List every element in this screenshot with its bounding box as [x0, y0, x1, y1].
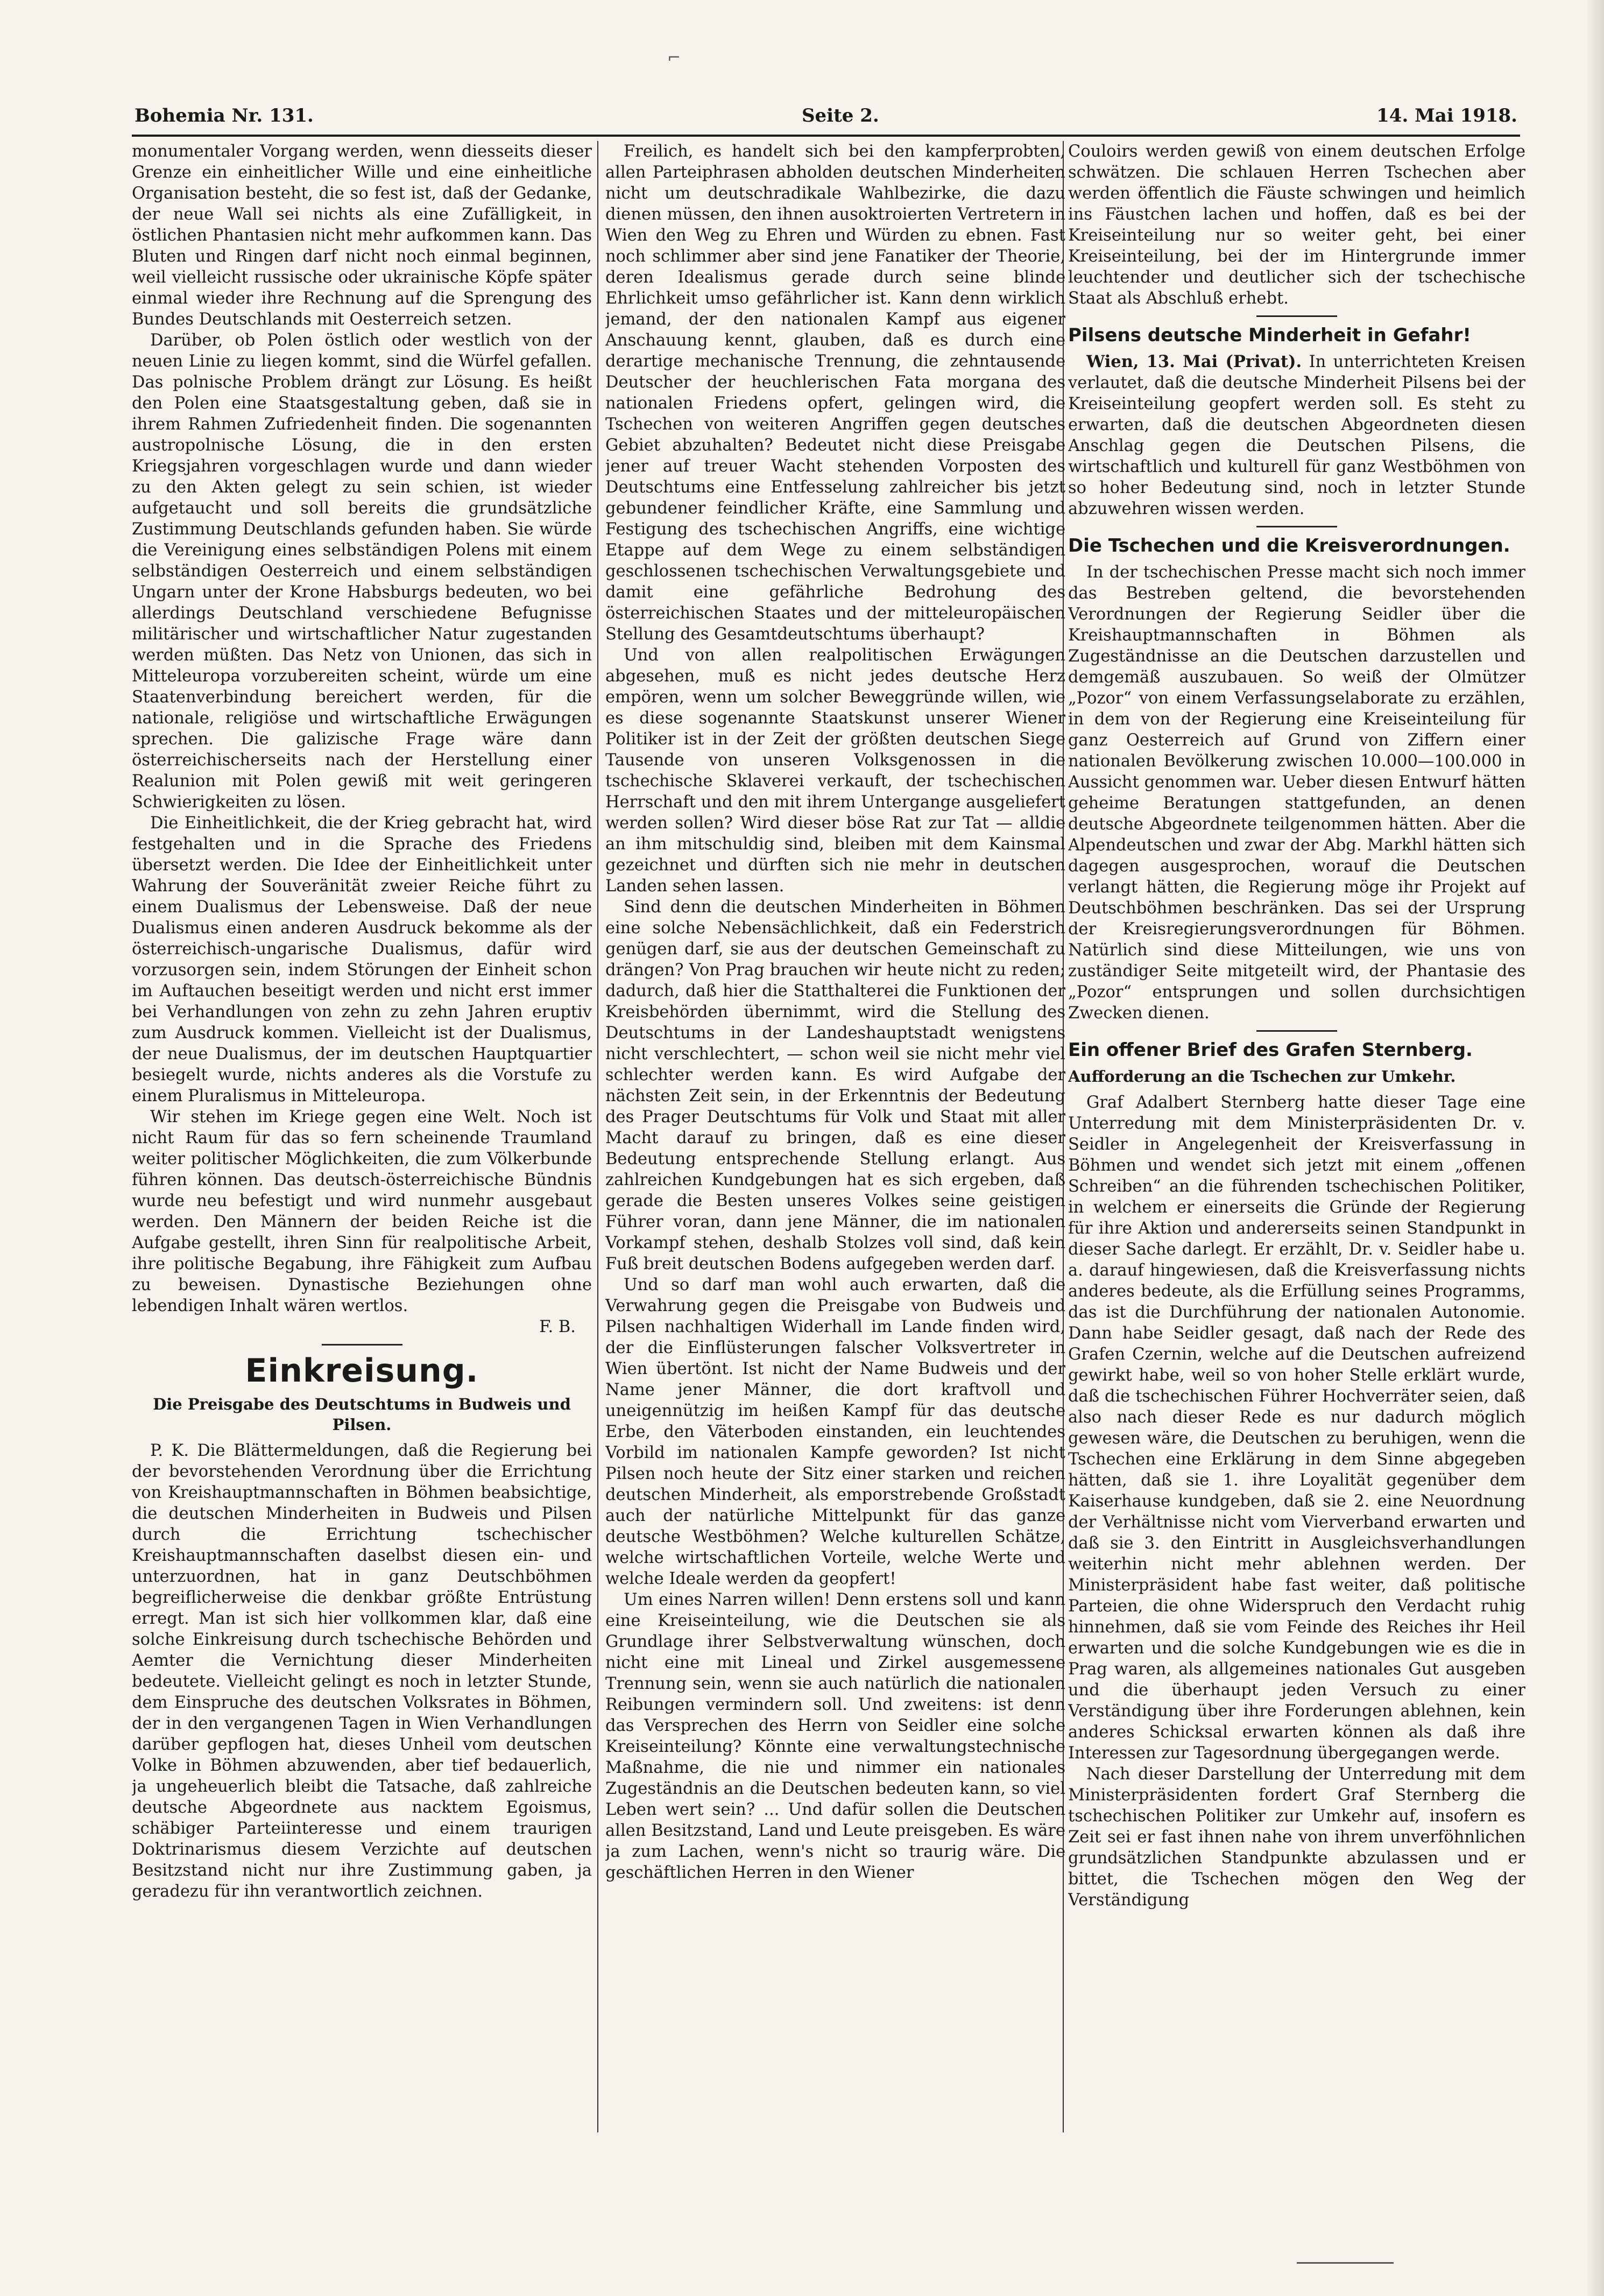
header-page-number: Seite 2. [802, 105, 879, 126]
col2-paragraph-1: Freilich, es handelt sich bei den kampferprobten, allen Parteiphrasen abholden deutschen Minderheiten nicht um deutschradikale Wahlbezirke, die dazu dienen müssen, den ihnen ausoktroierten Vertretern in Wien den Weg zu Ehren und Würden zu ebnen. Fast noch schlimmer aber sind jene Fanatiker der Theorie, deren Idealismus gerade durch seine blinde Ehrlichkeit umso gefährlicher ist. Kann denn wirklich jemand, der den nationalen Kampf aus eigener Anschauung kennt, glauben, daß es durch eine derartige mechanische Trennung, die zehntausende Deutscher der heuchlerischen Fata morgana des nationalen Friedens opfert, gelingen wird, die Tschechen von weiteren Angriffen gegen deutsches Gebiet abzuhalten? Bedeutet nicht diese Preisgabe jener auf treuer Wacht stehenden Vorposten des Deutschtums eine Entfesselung zahlreicher bis jetzt gebundener feindlicher Kräfte, eine Sammlung und Festigung des tschechischen Angriffs, eine wichtige Etappe auf dem Wege zu einem selbständigen geschlossenen tschechischen Verwaltungsgebiete und damit eine gefährliche Bedrohung des österreichischen Staates und der mitteleuropäischen Stellung des Gesamtdeutschtums überhaupt? [605, 142, 1065, 644]
divider [1256, 526, 1337, 527]
dateline-wien: Wien, 13. Mai (Privat). [1086, 352, 1302, 371]
header-paper-issue: Bohemia Nr. 131. [135, 105, 314, 126]
subhead-preisgabe: Die Preisgabe des Deutschtums in Budweis und Pilsen. [153, 1395, 571, 1434]
col3-paragraph-4: Graf Adalbert Sternberg hatte dieser Tage eine Unterredung mit dem Ministerpräsidenten Dr. v. Seidler in Angelegenheit der Kreisverfassung in Böhmen und wendet sich jetzt mit einem „offenen Schreiben“ an die führenden tschechischen Politiker, in welchem er einerseits die Gründe der Regierung für ihre Aktion und andererseits seinen Standpunkt in dieser Sache darlegt. Er erzählt, Dr. v. Seidler habe u. a. darauf hingewiesen, daß die Kreisverfassung nichts anderes bedeute, als die Erfüllung seines Programms, das ist die Durchführung der nationalen Autonomie. Dann habe Seidler gesagt, daß nach der Rede des Grafen Czernin, welche auf die Deutschen aufreizend gewirkt habe, weil so von hoher Stelle erklärt wurde, daß die tschechischen Führer Hochverräter seien, daß also nach dieser Rede es nur dadurch möglich gewesen wäre, die Deutschen zu beruhigen, wenn die Tschechen eine Erklärung in dem Sinne abgegeben hätten, daß sie 1. ihre Loyalität gegenüber dem Kaiserhause kundgeben, daß sie 2. eine Neuordnung der Verhältnisse nicht vom Vierverband erwarten und daß sie 3. den Eintritt in Ausgleichsverhandlungen weiterhin nicht mehr ablehnen werden. Der Ministerpräsident habe fast weiter, daß politische Parteien, die ohne Widerspruch den Verdacht ruhig hinnehmen, daß sie vom Feinde des Reiches ihr Heil erwarten und die solche Kundgebungen wie es die in Prag waren, als allgemeines nationales Gut ausgeben und die überhaupt jeden Versuch zu einer Verständigung über ihre Forderungen ablehnen, kein anderes Schicksal erwarten können als daß ihre Interessen zur Tagesordnung übergegangen werde. [1068, 1093, 1525, 1763]
column-1 [132, 141, 592, 2149]
subhead-umkehr: Aufforderung an die Tschechen zur Umkehr. [1068, 1067, 1456, 1086]
col1-paragraph-2: Darüber, ob Polen östlich oder westlich von der neuen Linie zu liegen kommt, sind die Würfel gefallen. Das polnische Problem drängt zur Lösung. Es heißt den Polen eine Staatsgestaltung geben, daß sie in ihrem Rahmen Zufriedenheit finden. Die sogenannten austropolnische Lösung, die in den ersten Kriegsjahren vorgeschlagen wurde und dann wieder zu den Akten gelegt zu sein schien, ist wieder aufgetaucht und soll bereits die grundsätzliche Zustimmung Deutschlands gefunden haben. Sie würde die Vereinigung eines selbständigen Polens mit einem selbständigen Oesterreich und einem selbständigen Ungarn unter der Krone Habsburgs bedeuten, wo bei allerdings Deutschland verschiedene Befugnisse militärischer und wirtschaftlicher Natur zugestanden werden müßten. Das Netz von Unionen, das sich in Mitteleuropa vorzubereiten scheint, würde um eine Staatenverbindung bereichert werden, für die nationale, religiöse und wirtschaftliche Erwägungen sprechen. Die galizische Frage wäre dann österreichischerseits nach der Herstellung einer Realunion mit Polen gewiß mit weit geringeren Schwierigkeiten zu lösen. [132, 331, 592, 812]
column-3 [1068, 141, 1525, 2149]
col2-paragraph-5: Um eines Narren willen! Denn erstens soll und kann eine Kreiseinteilung, wie die Deutschen sie als Grundlage ihrer Selbstverwaltung wünschen, doch nicht eine mit Lineal und Zirkel ausgemessene Trennung sein, wenn sie auch natürlich die nationalen Reibungen vermindern soll. Und zweitens: ist denn das Versprechen des Herrn von Seidler eine solche Kreiseinteilung? Könnte eine verwaltungstechnische Maßnahme, die nie und nimmer ein nationales Zugeständnis an die Deutschen bedeuten kann, so viel Leben wert sein? ... Und dafür sollen die Deutschen allen Besitzstand, Land und Leute preisgeben. Es wäre ja zum Lachen, wenn's nicht so traurig wäre. Die geschäftlichen Herren in den Wiener [605, 1590, 1065, 1882]
col3-paragraph-1: Couloirs werden gewiß von einem deutschen Erfolge schwätzen. Die schlauen Herren Tschechen aber werden öffentlich die Fäuste schwingen und heimlich ins Fäustchen lachen und hoffen, daß es bei der Kreiseinteilung nur so weiter geht, bei einer Kreiseinteilung, bei der im Hintergrunde immer leuchtender und deutlicher sich der tschechische Staat als Abschluß erhebt. [1068, 142, 1525, 308]
headline-einkreisung: Einkreisung. [245, 1352, 479, 1390]
col1-paragraph-4: Wir stehen im Kriege gegen eine Welt. Noch ist nicht Raum für das so fern scheinende Traumland weiter politischer Möglichkeiten, die zum Völkerbunde führen können. Das deutsch-österreichische Bündnis wurde neu befestigt und wird nunmehr ausgebaut werden. Den Männern der beiden Reiche ist die Aufgabe gestellt, ihren Sinn für realpolitische Arbeit, ihre politische Begabung, ihre Fähigkeit zum Aufbau zu beweisen. Dynastische Beziehungen ohne lebendigen Inhalt wären wertlos. [132, 1108, 592, 1315]
headline-sternberg: Ein offener Brief des Grafen Sternberg. [1068, 1039, 1473, 1061]
divider [322, 1344, 402, 1346]
header-rule [132, 135, 1520, 137]
headline-kreisverordnungen: Die Tschechen und die Kreisverordnungen. [1068, 535, 1510, 557]
divider [1256, 1030, 1337, 1032]
col1-paragraph-1: monumentaler Vorgang werden, wenn diesseits dieser Grenze ein einheitlicher Wille und eine einheitliche Organisation besteht, die so fest ist, daß der Gedanke, der neue Wall sei nichts als eine Zufälligkeit, in östlichen Phantasien nicht mehr aufkommen kann. Das Bluten und Ringen darf nicht noch einmal beginnen, weil vielleicht russische oder ukrainische Köpfe später einmal wieder ihre Rechnung auf die Sprengung des Bundes Deutschlands mit Oesterreich setzen. [132, 142, 592, 329]
col3-paragraph-2: In unterrichteten Kreisen verlautet, daß die deutsche Minderheit Pilsens bei der Kreiseinteilung geopfert werden soll. Es steht zu erwarten, daß die deutschen Abgeordneten diesen Anschlag gegen die Deutschen Pilsens, die wirtschaftlich und kulturell für ganz Westböhmen von so hoher Bedeutung sind, noch in letzter Stunde abzuwehren wissen werden. [1068, 353, 1525, 518]
headline-pilsen: Pilsens deutsche Minderheit in Gefahr! [1068, 325, 1471, 346]
column-rule-1 [597, 141, 598, 2132]
header-date: 14. Mai 1918. [1376, 105, 1517, 126]
page-header [135, 105, 1517, 137]
col1-paragraph-5: P. K. Die Blättermeldungen, daß die Regierung bei der bevorstehenden Verordnung über die Errichtung von Kreishauptmannschaften in Böhmen beabsichtige, die deutschen Minderheiten in Budweis und Pilsen durch die Errichtung tschechischer Kreishauptmannschaften daselbst diesen ein- und unterzuordnen, hat in ganz Deutschböhmen begreiflicherweise die denkbar größte Entrüstung erregt. Man ist sich hier vollkommen klar, daß eine solche Einkreisung durch tschechische Behörden und Aemter die Vernichtung dieser Minderheiten bedeutete. Vielleicht gelingt es noch in letzter Stunde, dem Einspruche des deutschen Volksrates in Böhmen, der in den vergangenen Tagen in Wien Verhandlungen darüber gepflogen hat, dieses Unheil vom deutschen Volke in Böhmen abzuwenden, aber tief bedauerlich, ja ungeheuerlich bleibt die Tatsache, daß zahlreiche deutsche Abgeordnete aus nacktem Egoismus, schäbiger Parteiinteresse und einem traurigen Doktrinarismus diesem Verzichte auf deutschen Besitzstand nicht nur ihre Zustimmung gaben, ja geradezu für ihn verantwortlich zeichnen. [132, 1441, 592, 1901]
divider [1256, 315, 1337, 317]
page-edge [1588, 0, 1604, 2296]
col2-paragraph-3: Sind denn die deutschen Minderheiten in Böhmen eine solche Nebensächlichkeit, daß ein Federstrich genügen darf, sie aus der deutschen Gemeinschaft zu drängen? Von Prag brauchen wir heute nicht zu reden; dadurch, daß hier die Statthalterei die Funktionen der Kreisbehörden übernimmt, wird die Stellung des Deutschtums in der Landeshauptstadt wenigstens nicht verschlechtert, — schon weil sie nicht mehr viel schlechter werden kann. Es wird Aufgabe der nächsten Zeit sein, in der Erkenntnis der Bedeutung des Prager Deutschtums für Volk und Staat mit aller Macht darauf zu bringen, daß es eine dieser Bedeutung entsprechende Stellung erlangt. Aus zahlreichen Kundgebungen hat es sich ergeben, daß gerade die Besten unseres Volkes seine geistigen Führer voran, dann jene Männer, die im nationalen Vorkampf stehen, deshalb Stolzes voll sind, daß kein Fuß breit deutschen Bodens aufgegeben werden darf. [605, 898, 1065, 1273]
top-mark: ⌐ [667, 48, 681, 67]
footer-mark [1297, 2262, 1394, 2264]
col1-signature: F. B. [539, 1318, 576, 1336]
col2-paragraph-4: Und so darf man wohl auch erwarten, daß die Verwahrung gegen die Preisgabe von Budweis und Pilsen nachhaltigen Widerhall im Lande finden wird, der die Einflüsterungen falscher Volksvertreter in Wien übertönt. Ist nicht der Name Budweis und der Name jener Männer, die dort kraftvoll und uneigennützig im heißen Kampf für das deutsche Erbe, den Väterboden einstanden, ein leuchtendes Vorbild im nationalen Kampfe geworden? Ist nicht Pilsen noch heute der Sitz einer starken und reichen deutschen Minderheit, als emporstrebende Großstadt auch der natürliche Mittelpunkt für das ganze deutsche Westböhmen? Welche kulturellen Schätze, welche wirtschaftlichen Vorteile, welche Werte und welche Ideale werden da geopfert! [605, 1276, 1065, 1588]
column-2 [605, 141, 1065, 2149]
col3-paragraph-3: In der tschechischen Presse macht sich noch immer das Bestreben geltend, die bevorstehenden Verordnungen der Regierung Seidler über die Kreishauptmannschaften in Böhmen als Zugeständnisse an die Deutschen darzustellen und demgemäß auszubauen. So weiß der Olmützer „Pozor“ von einem Verfassungselaborate zu erzählen, in dem von der Regierung eine Kreiseinteilung für ganz Oesterreich auf Grund von Ziffern einer nationalen Bevölkerung zwischen 10.000—100.000 in Aussicht genommen war. Ueber diesen Entwurf hätten geheime Beratungen stattgefunden, an denen deutsche Abgeordnete teilgenommen hätten. Aber die Alpendeutschen und zwar der Abg. Markhl hätten sich dagegen ausgesprochen, worauf die Deutschen verlangt hätten, die Regierung möge ihr Projekt auf Deutschböhmen beschränken. Das sei der Ursprung der Kreisregierungsverordnungen für Böhmen. Natürlich sind diese Mitteilungen, wie uns von zuständiger Seite mitgeteilt wird, der Phantasie des „Pozor“ entsprungen und sollen durchsichtigen Zwecken dienen. [1068, 563, 1525, 1023]
col1-paragraph-3: Die Einheitlichkeit, die der Krieg gebracht hat, wird festgehalten und in die Sprache des Friedens übersetzt werden. Die Idee der Einheitlichkeit unter Wahrung der Souveränität zweier Reiche führt zu einem Dualismus der Lebensweise. Daß der neue Dualismus einen anderen Ausdruck bekomme als der österreichisch-ungarische Dualismus, dafür wird vorzusorgen sein, indem Störungen der Einheit schon im Auftauchen beseitigt werden und nicht erst immer bei Verhandlungen von zehn zu zehn Jahren eruptiv zum Ausdruck kommen. Vielleicht ist der Dualismus, der neue Dualismus, der im deutschen Hauptquartier besiegelt wurde, nichts anderes als die Vorstufe zu einem Pluralismus in Mitteleuropa. [132, 814, 592, 1105]
col3-paragraph-5: Nach dieser Darstellung der Unterredung mit dem Ministerpräsidenten fordert Graf Sternberg die tschechischen Politiker zur Umkehr auf, insofern es Zeit sei er fast ihnen nahe von ihrem unverföhnlichen grundsätzlichen Standpunkte abzulassen und er bittet, die Tschechen mögen den Weg der Verständigung [1068, 1765, 1525, 1910]
col2-paragraph-2: Und von allen realpolitischen Erwägungen abgesehen, muß es nicht jedes deutsche Herz empören, wenn um solcher Beweggründe willen, wie es diese sogenannte Staatskunst unserer Wiener Politiker ist in der Zeit der größten deutschen Siege Tausende von unseren Volksgenossen in die tschechische Sklaverei verkauft, der tschechischen Herrschaft und den mit ihrem Untergange ausgeliefert werden sollen? Wird dieser böse Rat zur Tat — alldie an ihm mitschuldig sind, bleiben mit dem Kainsmal gezeichnet und dürften sich nie mehr in deutschen Landen sehen lassen. [605, 646, 1065, 896]
